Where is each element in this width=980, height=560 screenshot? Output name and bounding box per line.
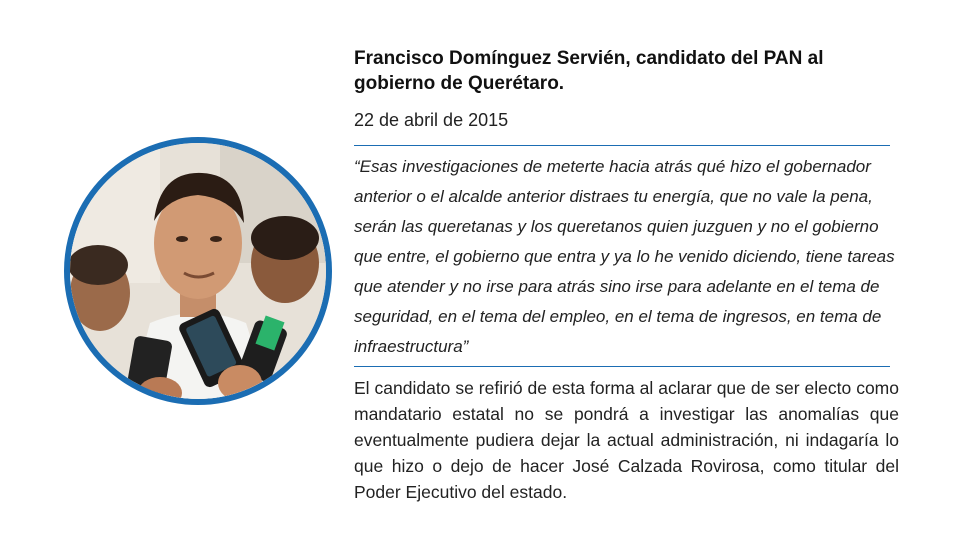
divider-bottom [354, 366, 890, 367]
date: 22 de abril de 2015 [354, 110, 509, 130]
divider-top [354, 145, 890, 146]
subject-name-line2: gobierno de Querétaro. [354, 73, 565, 94]
subject-name-line1: Francisco Domínguez Servién, candidato del PAN al [354, 48, 824, 69]
article-text [354, 46, 899, 523]
quote: “Esas investigaciones de meterte hacia atrás qué hizo el gobernador anterior o el alcalde anterior distraes tu energía, que no vale la pena, serán las queretanas y los queretanos quien juzguen y no el gobierno que entre, el gobierno que entra y ya lo he venido diciendo, tiene tareas que atender y no irse para atrás sino irse para adelante en el tema de seguridad, en el tema del empleo, en el tema de ingresos, en tema de infraestructura” [354, 157, 895, 356]
subject-name [354, 46, 899, 96]
candidate-photo-illustration [70, 143, 326, 399]
candidate-photo [64, 137, 332, 405]
context-paragraph: El candidato se refirió de esta forma al aclarar que de ser electo como mandatario estatal no se pondrá a investigar las anomalías que eventualmente pudiera dejar la actual administración, ni indagaría lo que hizo o dejo de hacer José Calzada Rovirosa, como titular del Poder Ejecutivo del estado. [354, 378, 899, 502]
